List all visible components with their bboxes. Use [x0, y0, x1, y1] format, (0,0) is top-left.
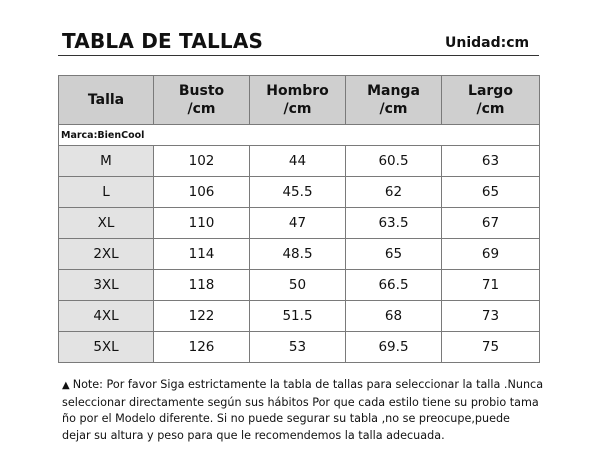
manga-cell: 65: [346, 239, 442, 270]
header-label: Hombro: [266, 83, 329, 99]
manga-cell: 66.5: [346, 270, 442, 301]
size-note: [62, 377, 542, 444]
size-cell: XL: [59, 208, 154, 239]
size-cell: 3XL: [59, 270, 154, 301]
page-title: TABLA DE TALLAS: [62, 29, 264, 53]
title-divider: [58, 55, 539, 56]
size-chart-table: [58, 75, 540, 363]
table-row: [59, 270, 540, 301]
header-talla: [59, 76, 154, 125]
largo-cell: 69: [442, 239, 540, 270]
brand-label: Marca:BienCool: [59, 125, 540, 146]
largo-cell: 65: [442, 177, 540, 208]
busto-cell: 114: [154, 239, 250, 270]
header-unit: /cm: [283, 101, 312, 117]
hombro-cell: 47: [250, 208, 346, 239]
size-cell: L: [59, 177, 154, 208]
busto-cell: 110: [154, 208, 250, 239]
header-label: Largo: [468, 83, 513, 99]
largo-cell: 75: [442, 332, 540, 363]
header-manga: [346, 76, 442, 125]
header-unit: /cm: [476, 101, 505, 117]
hombro-cell: 44: [250, 146, 346, 177]
busto-cell: 126: [154, 332, 250, 363]
header-unit: /cm: [379, 101, 408, 117]
table-header-row: [59, 76, 540, 125]
size-cell: 2XL: [59, 239, 154, 270]
table-row: [59, 239, 540, 270]
busto-cell: 106: [154, 177, 250, 208]
note-text: Note: Por favor Siga estrictamente la tabla de tallas para seleccionar la talla .Nunca: [72, 378, 544, 391]
largo-cell: 73: [442, 301, 540, 332]
header-busto: [154, 76, 250, 125]
busto-cell: 118: [154, 270, 250, 301]
size-cell: 5XL: [59, 332, 154, 363]
table-row: [59, 177, 540, 208]
manga-cell: 69.5: [346, 332, 442, 363]
note-line: dejar su altura y peso para que le recomendemos la talla adecuada.: [62, 428, 445, 442]
busto-cell: 102: [154, 146, 250, 177]
table-row: [59, 332, 540, 363]
table-row: [59, 208, 540, 239]
hombro-cell: 51.5: [250, 301, 346, 332]
warning-triangle-icon: ▲: [62, 380, 70, 391]
hombro-cell: 50: [250, 270, 346, 301]
table-row: [59, 146, 540, 177]
manga-cell: 63.5: [346, 208, 442, 239]
header-label: Manga: [367, 83, 420, 99]
manga-cell: 62: [346, 177, 442, 208]
hombro-cell: 45.5: [250, 177, 346, 208]
header-largo: [442, 76, 540, 125]
largo-cell: 63: [442, 146, 540, 177]
brand-row: [59, 125, 540, 146]
largo-cell: 71: [442, 270, 540, 301]
manga-cell: 68: [346, 301, 442, 332]
note-line: ño por el Modelo diferente. Si no puede segurar su tabla ,no se preocupe,puede: [62, 412, 510, 425]
size-cell: 4XL: [59, 301, 154, 332]
header-label: Talla: [87, 92, 125, 108]
unit-label: Unidad:cm: [445, 35, 530, 51]
hombro-cell: 53: [250, 332, 346, 363]
note-line: seleccionar directamente según sus hábitos Por que cada estilo tiene su probio tama: [62, 395, 539, 409]
size-cell: M: [59, 146, 154, 177]
table-row: [59, 301, 540, 332]
header-unit: /cm: [187, 101, 216, 117]
largo-cell: 67: [442, 208, 540, 239]
note-line: [62, 377, 542, 395]
hombro-cell: 48.5: [250, 239, 346, 270]
manga-cell: 60.5: [346, 146, 442, 177]
busto-cell: 122: [154, 301, 250, 332]
header-label: Busto: [178, 83, 225, 99]
header-hombro: [250, 76, 346, 125]
